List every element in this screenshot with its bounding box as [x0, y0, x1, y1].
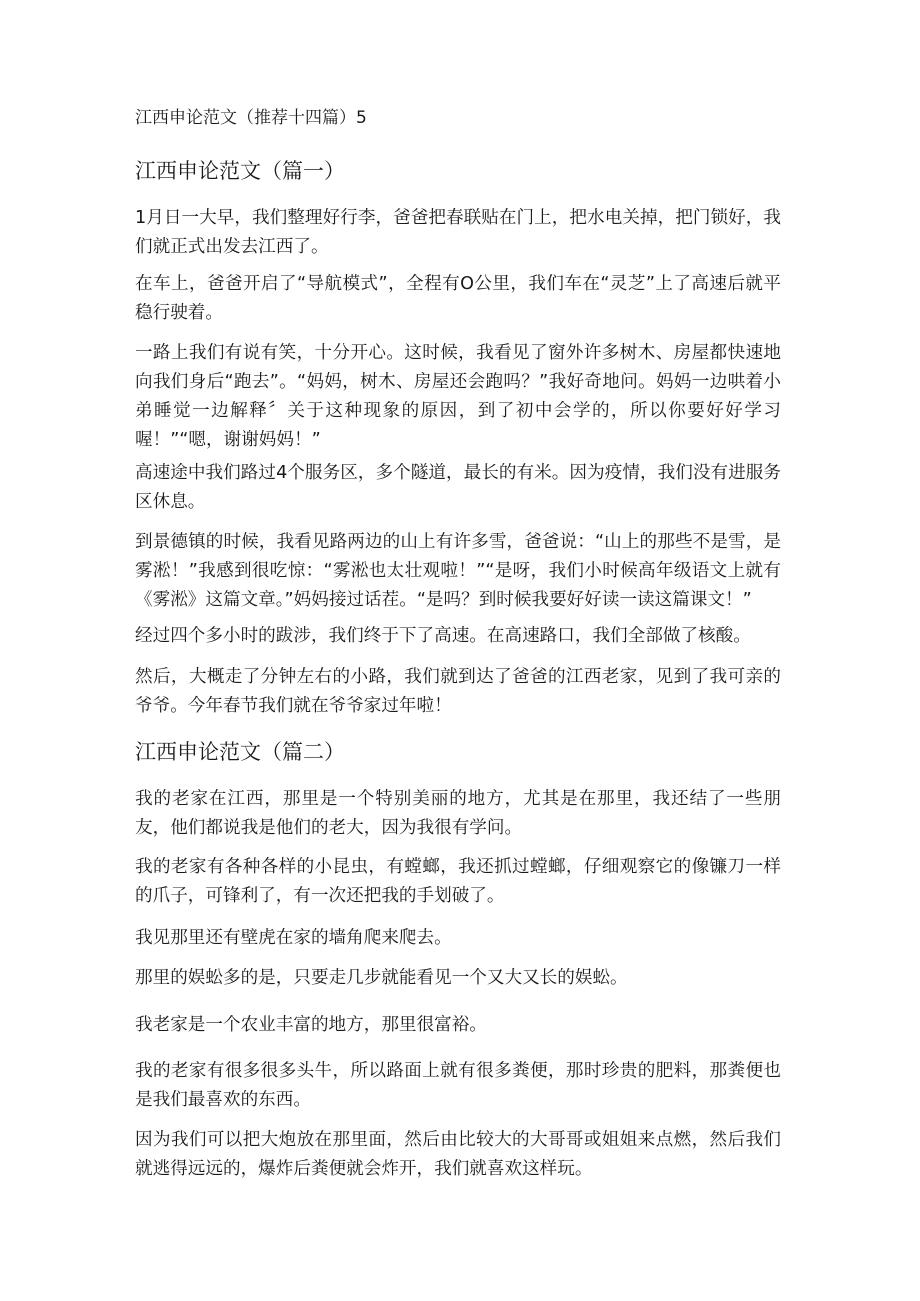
section-heading-2: 江西申论范文（篇二）	[135, 740, 345, 764]
paragraph: 1月日一大早，我们整理好行李，爸爸把春联贴在门上，把水电关掉，把门锁好，我们就正式出发去江西了。	[135, 208, 781, 257]
paragraph: 我见那里还有壁虎在家的墙角爬来爬去。	[135, 928, 452, 948]
paragraph: 我的老家有各种各样的小昆虫，有螳螂，我还抓过螳螂，仔细观察它的像镰刀一样的爪子，可锋利了，有一次还把我的手划破了。	[135, 857, 781, 906]
paragraph: 到景德镇的时候，我看见路两边的山上有许多雪，爸爸说：“山上的那些不是雪，是雾淞！”我感到很吃惊：“雾淞也太壮观啦！”“是呀，我们小时候高年级语文上就有《雾淞》这篇文章。”妈妈接过话茬。“是吗？到时候我要好好读一读这篇课文！”	[135, 532, 781, 610]
paragraph: 一路上我们有说有笑，十分开心。这时候，我看见了窗外许多树木、房屋都快速地向我们身后“跑去”。“妈妈，树木、房屋还会跑吗？”我好奇地问。妈妈一边哄着小弟睡觉一边解释〞关于这种现象的原因，到了初中会学的，所以你要好好学习喔！”“嗯，谢谢妈妈！”	[135, 343, 781, 450]
section-heading-1: 江西申论范文（篇一）	[135, 159, 345, 183]
paragraph: 然后，大概走了分钟左右的小路，我们就到达了爸爸的江西老家，见到了我可亲的爷爷。今年春节我们就在爷爷家过年啦！	[135, 667, 781, 716]
paragraph: 我的老家在江西，那里是一个特别美丽的地方，尤其是在那里，我还结了一些朋友，他们都说我是他们的老大，因为我很有学问。	[135, 789, 781, 838]
paragraph: 我的老家有很多很多头牛，所以路面上就有很多粪便，那时珍贵的肥料，那粪便也是我们最喜欢的东西。	[135, 1061, 781, 1110]
paragraph: 经过四个多小时的跋涉，我们终于下了高速。在高速路口，我们全部做了核酸。	[135, 626, 751, 646]
document-title: 江西申论范文（推荐十四篇）5	[135, 108, 367, 128]
paragraph: 我老家是一个农业丰富的地方，那里很富裕。	[135, 1015, 487, 1035]
paragraph: 高速途中我们路过4个服务区，多个隧道，最长的有米。因为疫情，我们没有进服务区休息。	[135, 463, 781, 512]
paragraph: 因为我们可以把大炮放在那里面，然后由比较大的大哥哥或姐姐来点燃，然后我们就逃得远远的，爆炸后粪便就会炸开，我们就喜欢这样玩。	[135, 1130, 781, 1179]
paragraph: 在车上，爸爸开启了“导航模式”，全程有O公里，我们车在“灵芝”上了高速后就平稳行驶着。	[135, 274, 781, 323]
paragraph: 那里的娱蚣多的是，只要走几步就能看见一个又大又长的娱蚣。	[135, 968, 628, 988]
